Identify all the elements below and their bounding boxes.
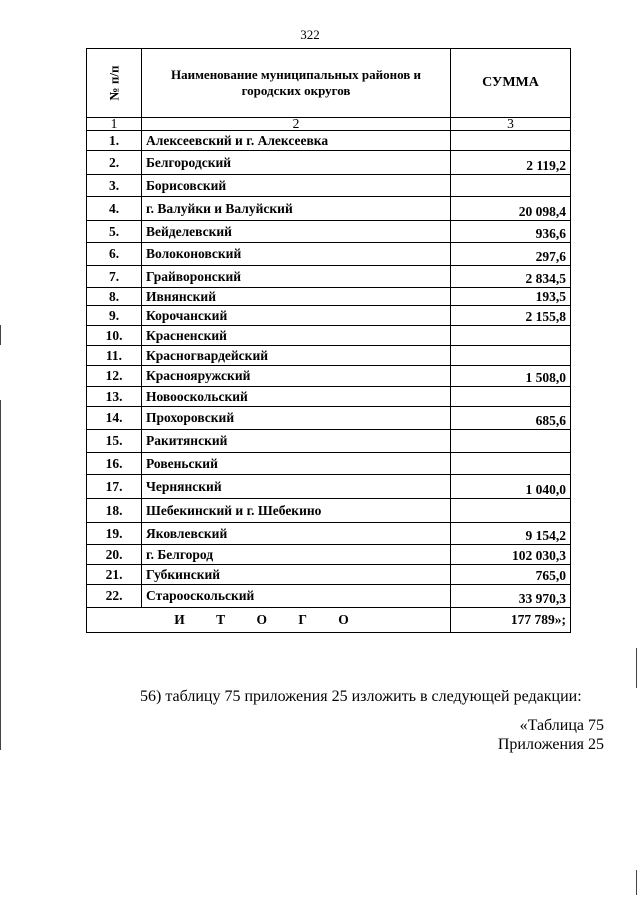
header-sum: СУММА [451, 49, 571, 118]
row-sum: 102 030,3 [451, 545, 571, 565]
row-sum [451, 326, 571, 346]
table-row [87, 407, 571, 430]
district-name: Вейделевский [142, 221, 451, 243]
row-number: 21. [87, 565, 142, 585]
district-name: Краснояружский [142, 366, 451, 387]
column-number-row [87, 118, 571, 131]
table-row [87, 306, 571, 326]
header-num: № п/п [106, 65, 121, 101]
scan-edge-mark [0, 325, 1, 345]
district-name: Губкинский [142, 565, 451, 585]
table-caption [498, 716, 604, 754]
table-row [87, 326, 571, 346]
table-row [87, 175, 571, 197]
district-name: Старооскольский [142, 585, 451, 608]
row-sum: 2 155,8 [451, 306, 571, 326]
district-name: Новооскольский [142, 387, 451, 407]
row-number: 15. [87, 430, 142, 453]
row-sum [451, 131, 571, 151]
row-number: 13. [87, 387, 142, 407]
row-number: 22. [87, 585, 142, 608]
row-sum: 193,5 [451, 288, 571, 306]
column-number: 2 [142, 118, 451, 131]
row-number: 12. [87, 366, 142, 387]
district-name: Корочанский [142, 306, 451, 326]
district-name: Грайворонский [142, 266, 451, 288]
district-name: Красногвардейский [142, 346, 451, 366]
table-body [87, 131, 571, 608]
district-name: Борисовский [142, 175, 451, 197]
table-row [87, 243, 571, 266]
district-name: Белгородский [142, 151, 451, 175]
row-number: 14. [87, 407, 142, 430]
row-number: 4. [87, 197, 142, 221]
scan-edge-mark [636, 870, 637, 895]
row-sum [451, 453, 571, 475]
header-num-cell [87, 49, 142, 118]
row-number: 6. [87, 243, 142, 266]
row-sum: 1 040,0 [451, 475, 571, 499]
column-number: 3 [451, 118, 571, 131]
caption-line-1: «Таблица 75 [519, 717, 604, 734]
row-number: 5. [87, 221, 142, 243]
table-row [87, 430, 571, 453]
row-number: 16. [87, 453, 142, 475]
table-row [87, 545, 571, 565]
total-row [87, 608, 571, 633]
scan-edge-mark [636, 648, 637, 688]
table-row [87, 346, 571, 366]
row-number: 11. [87, 346, 142, 366]
table-row [87, 197, 571, 221]
row-number: 20. [87, 545, 142, 565]
table-row [87, 565, 571, 585]
table-row [87, 366, 571, 387]
district-name: Чернянский [142, 475, 451, 499]
table-row [87, 453, 571, 475]
row-sum: 297,6 [451, 243, 571, 266]
district-name: Ракитянский [142, 430, 451, 453]
district-name: г. Белгород [142, 545, 451, 565]
row-sum: 2 834,5 [451, 266, 571, 288]
row-sum: 20 098,4 [451, 197, 571, 221]
scan-edge-mark [0, 400, 1, 750]
page-number: 322 [300, 27, 320, 42]
amendment-paragraph: 56) таблицу 75 приложения 25 изложить в следующей редакции: [140, 688, 582, 705]
row-sum [451, 346, 571, 366]
row-sum: 685,6 [451, 407, 571, 430]
row-number: 17. [87, 475, 142, 499]
row-number: 8. [87, 288, 142, 306]
district-name: Волоконовский [142, 243, 451, 266]
allocation-table [86, 48, 571, 633]
row-number: 18. [87, 499, 142, 523]
district-name: Ровеньский [142, 453, 451, 475]
caption-line-2: Приложения 25 [497, 736, 604, 753]
total-label: И Т О Г О [87, 608, 451, 633]
row-sum [451, 430, 571, 453]
row-sum: 33 970,3 [451, 585, 571, 608]
table-header-row [87, 49, 571, 118]
district-name: Прохоровский [142, 407, 451, 430]
table-row [87, 387, 571, 407]
table-row [87, 151, 571, 175]
row-sum: 1 508,0 [451, 366, 571, 387]
row-number: 2. [87, 151, 142, 175]
column-number: 1 [87, 118, 142, 131]
row-number: 9. [87, 306, 142, 326]
district-name: Красненский [142, 326, 451, 346]
header-name: Наименование муниципальных районов и городских округов [142, 49, 451, 118]
table-row [87, 585, 571, 608]
row-number: 3. [87, 175, 142, 197]
row-sum: 2 119,2 [451, 151, 571, 175]
district-name: Алексеевский и г. Алексеевка [142, 131, 451, 151]
row-number: 10. [87, 326, 142, 346]
total-sum: 177 789»; [451, 608, 571, 633]
table-row [87, 288, 571, 306]
row-sum [451, 499, 571, 523]
district-name: Шебекинский и г. Шебекино [142, 499, 451, 523]
row-sum: 936,6 [451, 221, 571, 243]
table-row [87, 475, 571, 499]
row-sum [451, 175, 571, 197]
table-row [87, 523, 571, 545]
district-name: Яковлевский [142, 523, 451, 545]
row-number: 7. [87, 266, 142, 288]
table-row [87, 499, 571, 523]
table-row [87, 131, 571, 151]
row-sum: 765,0 [451, 565, 571, 585]
table-row [87, 266, 571, 288]
row-number: 19. [87, 523, 142, 545]
district-name: г. Валуйки и Валуйский [142, 197, 451, 221]
district-name: Ивнянский [142, 288, 451, 306]
row-sum [451, 387, 571, 407]
row-sum: 9 154,2 [451, 523, 571, 545]
table-row [87, 221, 571, 243]
row-number: 1. [87, 131, 142, 151]
